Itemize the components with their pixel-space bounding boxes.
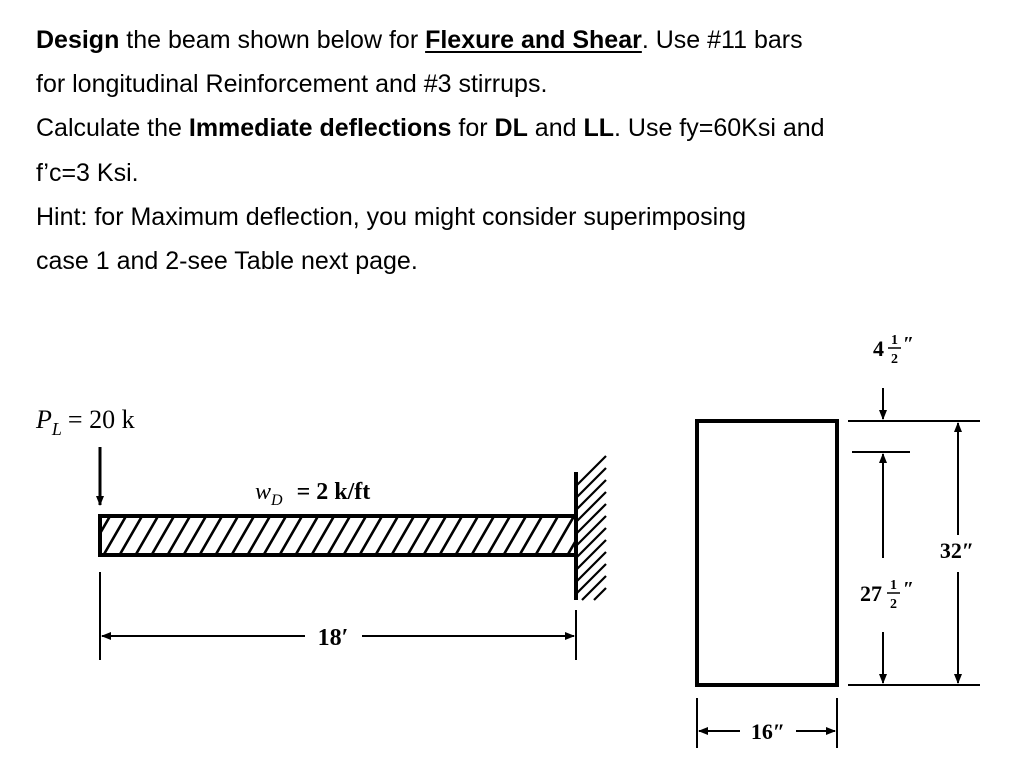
section-outline	[697, 421, 837, 685]
design-word: Design	[36, 26, 120, 54]
dl-term: DL	[494, 114, 528, 143]
eff-depth-whole: 27	[860, 581, 882, 606]
cantilever-beam-diagram	[35, 405, 606, 660]
cross-section-diagram	[697, 333, 980, 748]
problem-text: . Use fy=60Ksi and	[614, 114, 825, 143]
problem-text: . Use #11 bars	[641, 26, 803, 54]
eff-depth-den: 2	[890, 597, 897, 612]
problem-text: for	[451, 114, 495, 143]
beam-body	[100, 516, 576, 555]
point-load-label: $P_L = 20$ k	[36, 405, 135, 439]
problem-line-5: Hint: for Maximum deflection, you might consider superimposing	[36, 202, 747, 231]
top-cover-whole: 4	[873, 336, 884, 361]
problem-text: Calculate the	[36, 114, 189, 143]
problem-text: the beam shown below for	[119, 26, 426, 54]
top-cover-num: 1	[891, 333, 898, 348]
eff-depth-unit: ″	[903, 578, 915, 600]
problem-line-2: for longitudinal Reinforcement and #3 stirrups.	[36, 70, 548, 99]
problem-line-6: case 1 and 2-see Table next page.	[36, 247, 418, 276]
distributed-load-label: $w_D = 2$ k/ft	[255, 479, 371, 509]
flexure-shear-term: Flexure and Shear	[425, 26, 642, 54]
problem-line-4: f’c=3 Ksi.	[36, 158, 139, 187]
total-depth-label: 32″	[939, 538, 975, 563]
eff-depth-num: 1	[890, 578, 897, 593]
top-cover-den: 2	[891, 352, 898, 367]
ll-term: LL	[583, 114, 615, 143]
fixed-support	[576, 456, 606, 600]
problem-text: and	[527, 114, 584, 143]
span-length-label: 18′	[317, 625, 349, 651]
width-label: 16″	[750, 719, 786, 744]
span-dimension	[100, 572, 576, 660]
immediate-deflections-term: Immediate deflections	[188, 114, 452, 143]
top-cover-unit: ″	[903, 333, 915, 355]
